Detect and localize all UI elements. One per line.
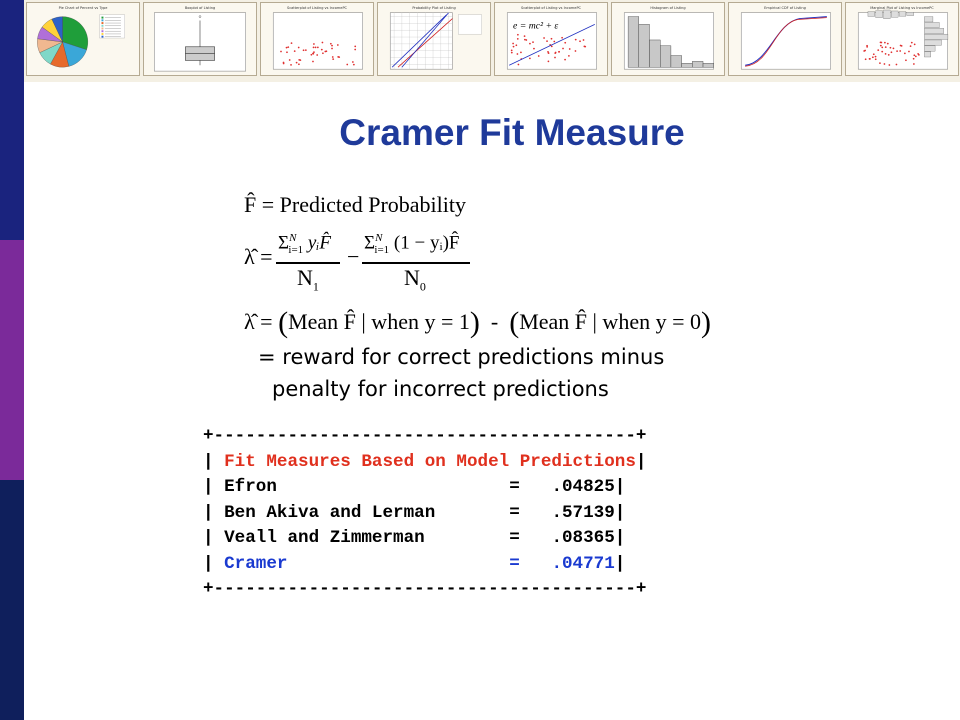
svg-text:Marginal Plot of Listing vs In: Marginal Plot of Listing vs IncomePC — [870, 5, 934, 10]
output-row-name: Efron — [224, 477, 277, 497]
den-2-letter: N — [404, 265, 420, 290]
output-row-value: .08365 — [551, 528, 615, 548]
den-1-letter: N — [297, 265, 313, 290]
sum-upper-limit: N — [289, 232, 297, 244]
fraction-bar-1 — [276, 262, 340, 264]
f-hat-definition: F̂ = Predicted Probability — [244, 192, 466, 217]
marginal-plot-icon — [845, 2, 959, 76]
lambda-denominator-2 — [404, 265, 426, 294]
scatterplot-icon — [260, 2, 374, 76]
output-border-bottom: +----------------------------------------+ — [203, 579, 647, 599]
svg-text:Probability Plot of Listing: Probability Plot of Listing — [412, 5, 456, 10]
lambda-denominator-1 — [297, 265, 319, 294]
svg-text:e = mc² + ε: e = mc² + ε — [513, 20, 559, 32]
thumbnail-strip — [24, 0, 960, 82]
boxplot-icon — [143, 2, 257, 76]
svg-text:Scatterplot of Listing vs Inco: Scatterplot of Listing vs IncomePC — [520, 5, 582, 10]
histogram-icon — [611, 2, 725, 76]
lambda-numerator-2 — [364, 232, 459, 256]
slide-title: Cramer Fit Measure — [339, 112, 685, 153]
probability-plot-icon — [377, 2, 491, 76]
svg-text:Boxplot of Listing: Boxplot of Listing — [184, 5, 216, 10]
term-2: (1 − yᵢ)F̂ — [393, 232, 460, 254]
output-row-name: Ben Akiva and Lerman — [224, 502, 436, 523]
output-row-name: Veall and Zimmerman — [224, 528, 425, 548]
thumbnail-graphic — [261, 3, 373, 75]
output-row-value: .57139 — [551, 502, 615, 523]
sum-symbol-2: Σ — [364, 232, 376, 254]
output-row-value: .04825 — [551, 477, 615, 497]
penalty-line: penalty for incorrect predictions — [272, 377, 609, 401]
lambda-symbol: λ̂ = — [244, 244, 273, 269]
fraction-bar-2 — [362, 262, 470, 264]
sum-lower-limit: i=1 — [288, 244, 304, 257]
minus-sign: − — [347, 244, 360, 269]
sum-symbol: Σ — [278, 232, 290, 254]
output-row-name-highlight: Cramer — [224, 553, 288, 574]
term-1: yᵢF̂ — [307, 232, 331, 254]
den-2-sub: 0 — [419, 279, 426, 294]
fit-measures-output: +----------------------------------------+ | Fit Measures Based on Model Predictions| | Efron = .04825| | Ben Akiva and Lerman = .57139| | Veall and Zimmerman = .08365| | Cramer = .04771| +----------------------------------------+ — [203, 426, 647, 599]
svg-text:Pie Chart of Percent vs Type: Pie Chart of Percent vs Type — [58, 5, 108, 10]
reward-line: = reward for correct predictions minus — [258, 345, 665, 369]
output-border-top: +----------------------------------------+ — [203, 426, 647, 446]
left-accent-bar — [0, 0, 24, 720]
svg-text:Empirical CDF of Listing: Empirical CDF of Listing — [764, 5, 806, 10]
pie-chart-icon — [26, 2, 140, 76]
bar-segment-bottom — [0, 480, 24, 720]
den-1-sub: 1 — [312, 279, 319, 294]
thumbnail-graphic — [729, 3, 841, 75]
svg-text:Scatterplot of Listing vs Inco: Scatterplot of Listing vs IncomePC — [286, 5, 348, 10]
output-row-value-highlight: .04771 — [551, 553, 615, 574]
thumbnail-graphic — [144, 3, 256, 75]
svg-text:Histogram of Listing: Histogram of Listing — [650, 5, 686, 10]
sum-lower-limit-2: i=1 — [374, 244, 390, 257]
mean-when-y1: Mean F̂ | when y = 1 — [288, 309, 470, 334]
regression-plot-icon — [494, 2, 608, 76]
thumbnail-graphic — [846, 3, 958, 75]
lambda-mean-equation: λ̂ = (Mean F̂ | when y = 1) - (Mean F̂ | when y = 0) — [244, 306, 711, 339]
lambda-numerator-1 — [278, 232, 331, 256]
bar-segment-middle — [0, 240, 24, 480]
thumbnail-graphic — [495, 3, 607, 75]
thumbnail-graphic — [27, 3, 139, 75]
sum-upper-limit-2: N — [375, 232, 383, 244]
thumbnail-graphic — [378, 3, 490, 75]
thumbnail-graphic — [612, 3, 724, 75]
mean-when-y0: Mean F̂ | when y = 0 — [519, 309, 701, 334]
empirical-cdf-icon — [728, 2, 842, 76]
output-header: Fit Measures Based on Model Predictions — [224, 451, 636, 472]
